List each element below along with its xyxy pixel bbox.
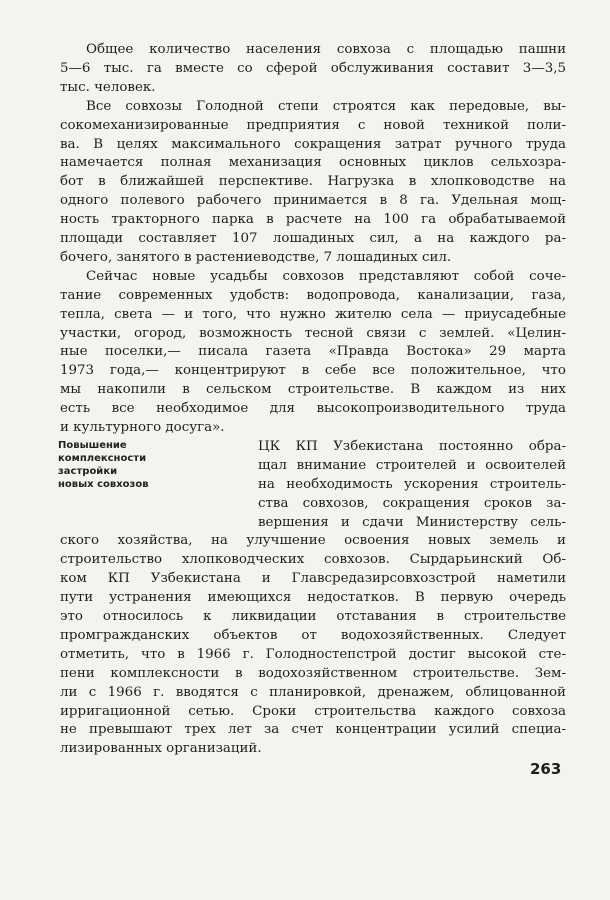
- text-line: мы накопили в сельском строительстве. В каждом из них: [60, 382, 566, 398]
- text-line: 1973 года,— концентрируют в себе все положительное, что: [60, 363, 566, 379]
- margin-heading-line: комплексности: [58, 452, 147, 464]
- text-line: площади составляет 107 лошадиных сил, а на каждого ра-: [60, 231, 566, 246]
- text-line: пути устранения имеющихся недостатков. В первую очередь: [60, 590, 566, 606]
- margin-heading-line: Повышение: [58, 439, 127, 451]
- margin-heading: [58, 439, 238, 491]
- text-line: Общее количество населения совхоза с площадью пашни: [86, 42, 566, 57]
- text-line: ли с 1966 г. вводятся с планировкой, дренажем, облицованной: [60, 684, 566, 700]
- text-line: ского хозяйства, на улучшение освоения новых земель и: [60, 533, 566, 549]
- text-line: бочего, занятого в растениеводстве, 7 лошадиных сил.: [60, 249, 452, 265]
- text-line: одного полевого рабочего принимается в 8 га. Удельная мощ-: [60, 193, 566, 209]
- text-line: тыс. человек.: [60, 79, 156, 95]
- text-line: ва. В целях максимального сокращения затрат ручного труда: [60, 136, 566, 152]
- text-line: и культурного досуга».: [60, 420, 225, 435]
- text-line: промгражданских объектов от водохозяйственных. Следует: [60, 627, 566, 643]
- text-line: это относилось к ликвидации отставания в строительстве: [60, 609, 566, 624]
- text-line: лизированных организаций.: [60, 741, 262, 757]
- text-line: тепла, света — и того, что нужно жителю села — приусадебные: [60, 306, 566, 322]
- text-line: вершения и сдачи Министерству сель-: [258, 514, 566, 530]
- text-line: Сейчас новые усадьбы совхозов представляют собой соче-: [86, 268, 566, 284]
- text-line: намечается полная механизация основных циклов сельхозра-: [60, 155, 566, 171]
- text-line: не превышают трех лет за счет концентрации усилий специа-: [60, 722, 566, 738]
- text-line: отметить, что в 1966 г. Голодностепстрой достиг высокой сте-: [60, 646, 566, 662]
- text-line: ность тракторного парка в расчете на 100 га обрабатываемой: [60, 212, 566, 228]
- text-line: ства совхозов, сокращения сроков за-: [258, 495, 566, 511]
- text-line: строительство хлопководческих совхозов. Сырдарьинский Об-: [60, 552, 566, 568]
- text-line: ные поселки,— писала газета «Правда Востока» 29 марта: [60, 344, 566, 360]
- margin-heading-line: застройки: [58, 465, 118, 477]
- text-line: участки, огород, возможность тесной связи с землей. «Целин-: [60, 325, 566, 341]
- text-line: ЦК КП Узбекистана постоянно обра-: [258, 438, 566, 454]
- text-line: щал внимание строителей и освоителей: [258, 457, 566, 473]
- page-number: 263: [530, 760, 562, 779]
- text-line: на необходимость ускорения строитель-: [258, 476, 566, 492]
- margin-heading-line: новых совхозов: [58, 478, 149, 490]
- text-line: Все совхозы Голодной степи строятся как передовые, вы-: [86, 98, 566, 114]
- text-line: бот в ближайшей перспективе. Нагрузка в хлопководстве на: [60, 174, 566, 190]
- text-line: пени комплексности в водохозяйственном строительстве. Зем-: [60, 665, 566, 681]
- text-line: ком КП Узбекистана и Главсредазирсовхозстрой наметили: [60, 571, 566, 587]
- text-line: тание современных удобств: водопровода, канализации, газа,: [60, 287, 566, 303]
- text-line: 5—6 тыс. га вместе со сферой обслуживания составит 3—3,5: [60, 60, 566, 76]
- text-line: есть все необходимое для высокопроизводительного труда: [60, 401, 566, 417]
- text-line: ирригационной сетью. Сроки строительства каждого совхоза: [60, 703, 566, 719]
- text-line: сокомеханизированные предприятия с новой техникой поли-: [60, 117, 566, 133]
